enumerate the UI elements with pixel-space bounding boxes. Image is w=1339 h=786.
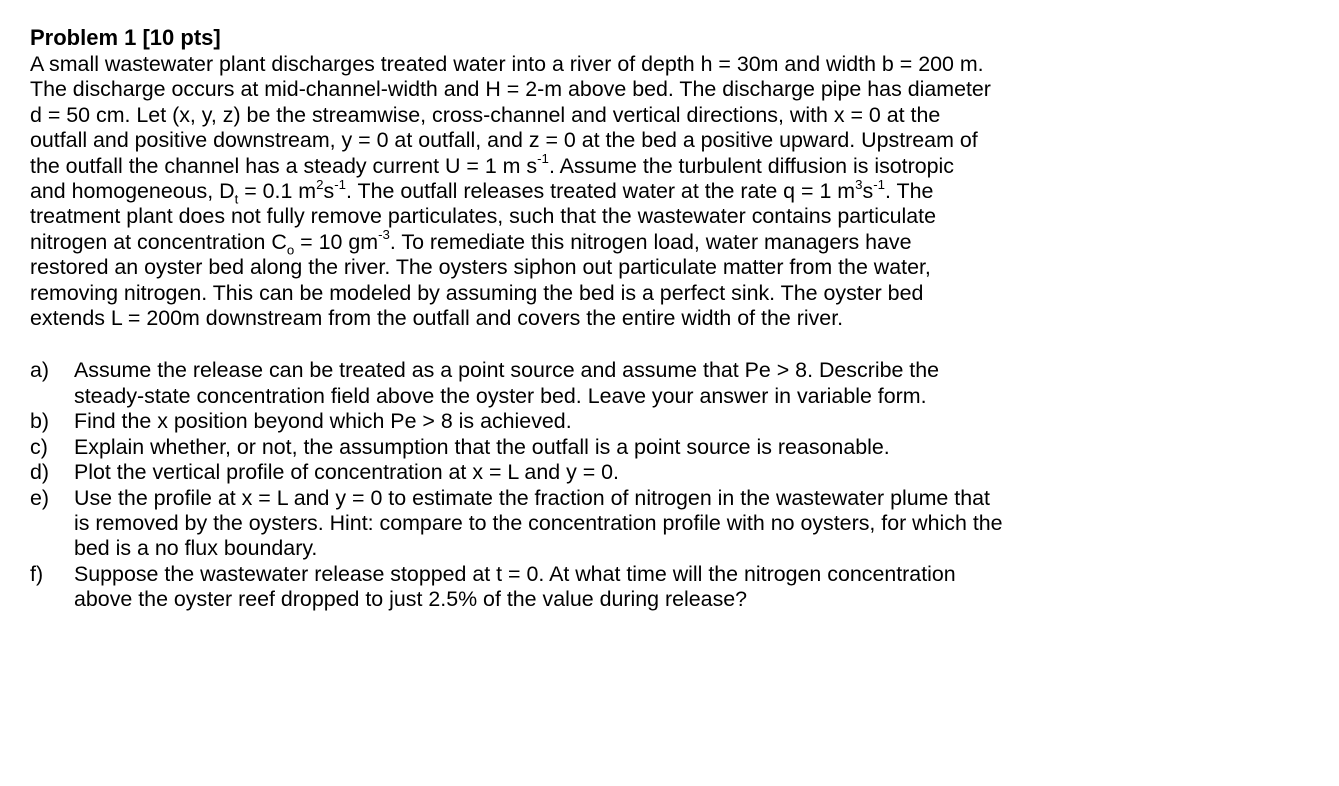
text-run: . To remediate this nitrogen load, water managers have — [389, 229, 912, 254]
text-run: . The — [885, 179, 934, 204]
text-run: s — [862, 179, 874, 204]
text-run: . Assume the turbulent diffusion is isotropic — [548, 153, 954, 178]
question-line: bed is a no flux boundary. — [74, 536, 318, 561]
statement-line: outfall and positive downstream, y = 0 at outfall, and z = 0 at the bed a positive upward. Upstream of — [30, 128, 978, 153]
question-line: Explain whether, or not, the assumption that the outfall is a point source is reasonable. — [74, 434, 890, 459]
problem-statement — [30, 52, 1335, 331]
text-run: the outfall the channel has a steady current U = 1 m s — [30, 153, 538, 178]
superscript: -1 — [537, 151, 549, 167]
question-line: Suppose the wastewater release stopped at t = 0. At what time will the nitrogen concentration — [74, 561, 956, 586]
question-text — [74, 486, 1003, 562]
question-c — [30, 435, 1339, 460]
question-line: above the oyster reef dropped to just 2.5% of the value during release? — [74, 587, 748, 612]
statement-line — [30, 227, 1335, 258]
question-label: b) — [30, 409, 50, 434]
statement-line: The discharge occurs at mid-channel-width and H = 2-m above bed. The discharge pipe has diameter — [30, 77, 991, 102]
question-text — [74, 562, 956, 613]
question-line: Use the profile at x = L and y = 0 to estimate the fraction of nitrogen in the wastewater plume that — [74, 485, 990, 510]
statement-line: A small wastewater plant discharges treated water into a river of depth h = 30m and width b = 200 m. — [30, 52, 984, 76]
question-text — [74, 435, 890, 460]
question-text — [74, 409, 572, 434]
text-run: s — [323, 179, 335, 204]
statement-line: d = 50 cm. Let (x, y, z) be the streamwise, cross-channel and vertical directions, with x = 0 at the — [30, 102, 941, 127]
text-run: and homogeneous, D — [30, 179, 235, 204]
superscript: -3 — [378, 227, 390, 243]
question-list — [30, 358, 1339, 612]
question-line: steady-state concentration field above the oyster bed. Leave your answer in variable form. — [74, 383, 927, 408]
question-line: is removed by the oysters. Hint: compare to the concentration profile with no oysters, for which the — [74, 510, 1003, 535]
statement-line: removing nitrogen. This can be modeled by assuming the bed is a perfect sink. The oyster bed — [30, 280, 924, 305]
question-label: d) — [30, 460, 50, 485]
subscript: t — [234, 191, 239, 207]
question-text — [74, 460, 619, 485]
question-b — [30, 409, 1339, 434]
statement-line: extends L = 200m downstream from the outfall and covers the entire width of the river. — [30, 306, 844, 331]
question-label: e) — [30, 485, 50, 510]
problem-title: Problem 1 [10 pts] — [30, 25, 221, 50]
subscript: o — [286, 242, 295, 258]
statement-line: treatment plant does not fully remove particulates, such that the wastewater contains particulate — [30, 204, 937, 229]
question-label: a) — [30, 358, 50, 383]
superscript: 2 — [316, 176, 324, 192]
text-run: nitrogen at concentration C — [30, 229, 287, 254]
spacer — [30, 331, 1339, 358]
text-run: = 0.1 m — [238, 179, 317, 204]
question-text — [74, 358, 939, 409]
text-run: . The outfall releases treated water at the rate q = 1 m — [346, 179, 856, 204]
statement-line — [30, 176, 1335, 207]
text-run: = 10 gm — [294, 229, 379, 254]
question-line: Plot the vertical profile of concentration at x = L and y = 0. — [74, 460, 619, 485]
question-label: c) — [30, 434, 48, 459]
question-d — [30, 460, 1339, 485]
question-label: f) — [30, 561, 44, 586]
question-a — [30, 358, 1339, 409]
question-line: Assume the release can be treated as a point source and assume that Pe > 8. Describe the — [74, 358, 940, 383]
superscript: -1 — [334, 176, 347, 192]
superscript: -1 — [873, 176, 885, 192]
statement-line: restored an oyster bed along the river. The oysters siphon out particulate matter from the water, — [30, 255, 931, 280]
question-f — [30, 562, 1339, 613]
question-line: Find the x position beyond which Pe > 8 is achieved. — [74, 409, 572, 434]
question-e — [30, 486, 1339, 562]
statement-line — [30, 151, 1335, 179]
superscript: 3 — [855, 176, 863, 192]
